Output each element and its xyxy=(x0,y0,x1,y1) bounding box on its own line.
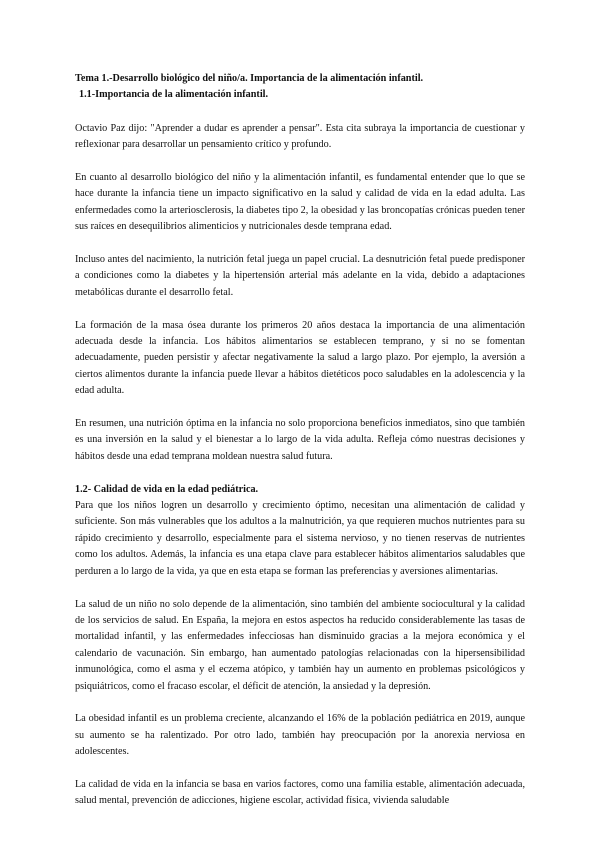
document-title: Tema 1.-Desarrollo biológico del niño/a. Importancia de la alimentación infantil. xyxy=(75,73,424,84)
spacer xyxy=(75,104,525,121)
section-2-heading: 1.2- Calidad de vida en la edad pediátrica. xyxy=(75,483,259,495)
paragraph: La salud de un niño no solo depende de la alimentación, sino también del ambiente sociocultural y la calidad de los servicios de salud. En España, la mejora en estos aspectos ha reducido considerablemente las tasas de mortalidad infantil, y las enfermedades infecciosas han disminuido gracias a la mejora económica y el calendario de vacunación. Sin embargo, han aumentado patologías relacionadas con la hipersensibilidad inmunológica, como el asma y el eczema atópico, y también hay un aumento en problemas psicológicos y psiquiátricos, como el fracaso escolar, el déficit de atención, la ansiedad y la depresión. xyxy=(75,598,525,692)
paragraph: En resumen, una nutrición óptima en la infancia no solo proporciona beneficios inmediatos, sino que también es una inversión en la salud y el bienestar a lo largo de la vida adulta. Refleja cómo nuestras decisiones y hábitos desde una edad temprana moldean nuestra salud futura. xyxy=(75,418,525,462)
section-1-heading: 1.1-Importancia de la alimentación infantil. xyxy=(79,89,269,101)
paragraph: Octavio Paz dijo: "Aprender a dudar es aprender a pensar". Esta cita subraya la importancia de cuestionar y reflexionar para desarrollar un pensamiento crítico y profundo. xyxy=(75,122,525,151)
paragraph: La formación de la masa ósea durante los primeros 20 años destaca la importancia de una alimentación adecuada desde la infancia. Los hábitos alimentarios se establecen temprano, y si no se fomentan adecuadamente, pueden persistir y afectar negativamente la salud a largo plazo. Por ejemplo, la aversión a ciertos alimentos durante la infancia puede llevar a hábitos dietéticos poco saludables en la adolescencia y la edad adulta. xyxy=(75,319,525,397)
paragraph: La obesidad infantil es un problema creciente, alcanzando el 16% de la población pediátrica en 2019, aunque su aumento se ha ralentizado. Por otro lado, también hay preocupación por la anorexia nerviosa en adolescentes. xyxy=(75,713,525,758)
paragraph: En cuanto al desarrollo biológico del niño y la alimentación infantil, es fundamental entender que lo que se hace durante la infancia tiene un impacto significativo en la salud y calidad de vida en la edad adulta. Las enfermedades como la arteriosclerosis, la diabetes tipo 2, la obesidad y las broncopatías crónicas pueden tener sus raíces en desequilibrios alimenticios y nutricionales desde temprana edad. xyxy=(75,172,525,233)
paragraph: La calidad de vida en la infancia se basa en varios factores, como una familia estable, alimentación adecuada, salud mental, prevención de adicciones, higiene escolar, actividad física, vivienda saludable xyxy=(75,778,525,807)
paragraph: Incluso antes del nacimiento, la nutrición fetal juega un papel crucial. La desnutrición fetal puede predisponer a condiciones como la diabetes y la hipertensión arterial más adelante en la vida, debido a adaptaciones metabólicas durante el desarrollo fetal. xyxy=(75,254,525,298)
paragraph: Para que los niños logren un desarrollo y crecimiento óptimo, necesitan una alimentación de calidad y suficiente. Son más vulnerables que los adultos a la malnutrición, ya que requieren muchos nutrientes para su rápido crecimiento y desarrollo, especialmente para el sistema nervioso, y no tienen reservas de nutrientes como los adultos. Además, la infancia es una etapa clave para establecer hábitos alimentarios saludables que perduren a lo largo de la vida, ya que en esta etapa se forman las preferencias y aversiones alimentarias. xyxy=(75,500,525,577)
